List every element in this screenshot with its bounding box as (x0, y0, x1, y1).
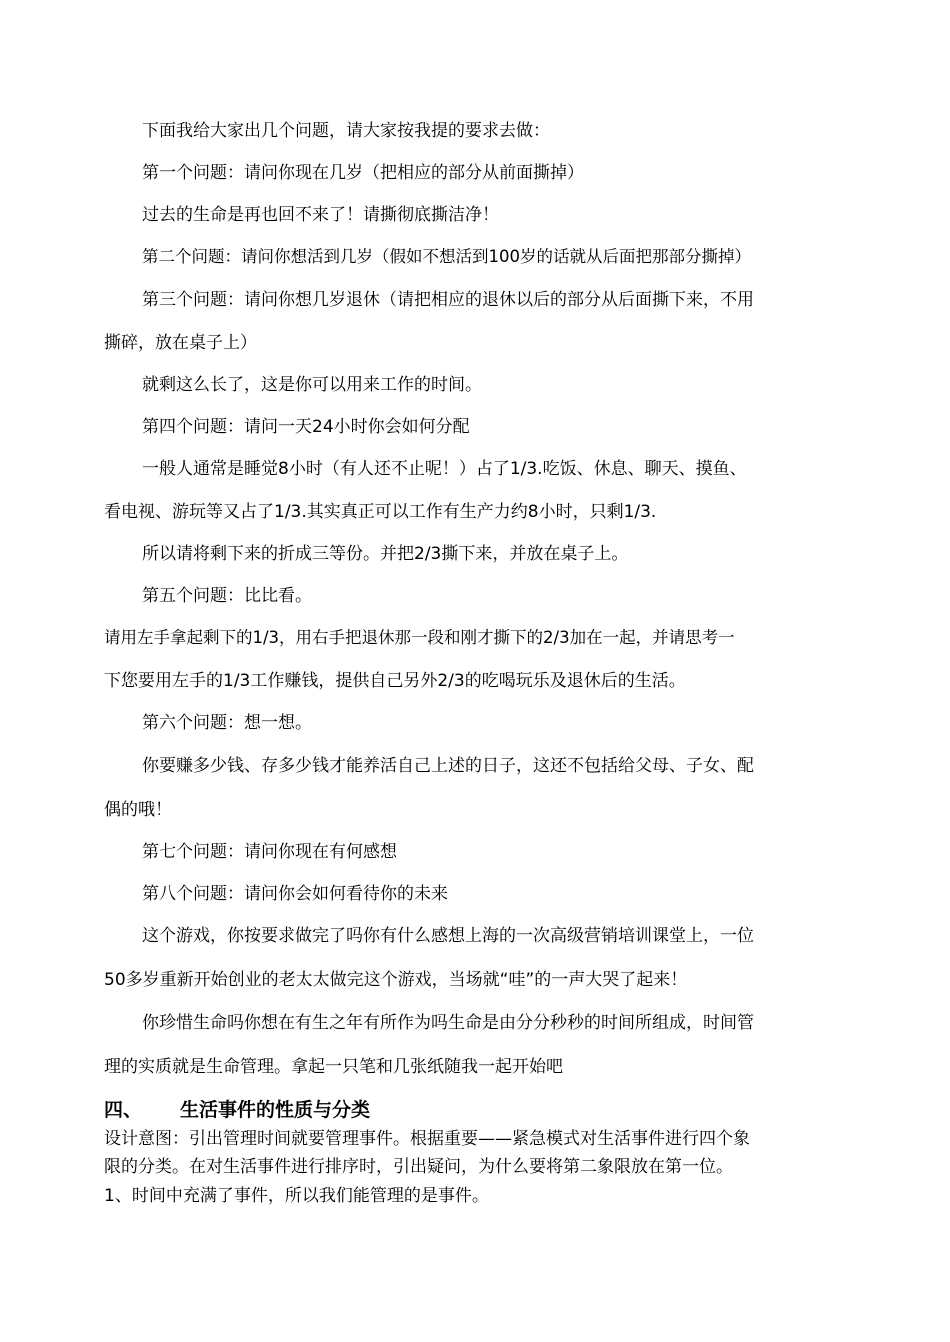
question-3: 第三个问题：请问你想几岁退休（请把相应的退休以后的部分从后面撕下来，不用 (142, 290, 754, 310)
paragraph-line: 偶的哦！ (104, 800, 172, 820)
question-1: 第一个问题：请问你现在几岁（把相应的部分从前面撕掉） (142, 163, 584, 183)
paragraph-line: 一般人通常是睡觉8小时（有人还不止呢！）占了1/3.吃饭、休息、聊天、摸鱼、 (142, 459, 747, 479)
question-2: 第二个问题：请问你想活到几岁（假如不想活到100岁的话就从后面把那部分撕掉） (142, 247, 751, 266)
question-8: 第八个问题：请问你会如何看待你的未来 (142, 884, 448, 904)
paragraph-line: 所以请将剩下来的折成三等份。并把2/3撕下来，并放在桌子上。 (142, 544, 629, 564)
section-title: 生活事件的性质与分类 (180, 1099, 371, 1121)
paragraph-line: 你要赚多少钱、存多少钱才能养活自己上述的日子，这还不包括给父母、子女、配 (142, 756, 754, 776)
question-7: 第七个问题：请问你现在有何感想 (142, 842, 397, 862)
paragraph-line: 过去的生命是再也回不来了！请撕彻底撕洁净！ (142, 205, 499, 225)
section-heading (104, 1098, 850, 1122)
paragraph-line: 你珍惜生命吗你想在有生之年有所作为吗生命是由分分秒秒的时间所组成，时间管 (142, 1013, 754, 1033)
paragraph-line: 理的实质就是生命管理。拿起一只笔和几张纸随我一起开始吧 (104, 1057, 563, 1077)
paragraph-line: 撕碎，放在桌子上） (104, 333, 257, 353)
body-line: 1、时间中充满了事件，所以我们能管理的是事件。 (104, 1186, 489, 1206)
paragraph-line: 这个游戏，你按要求做完了吗你有什么感想上海的一次高级营销培训课堂上，一位 (142, 926, 754, 946)
paragraph-line: 看电视、游玩等又占了1/3.其实真正可以工作有生产力约8小时，只剩1/3. (104, 502, 657, 522)
question-6: 第六个问题：想一想。 (142, 713, 312, 733)
question-5: 第五个问题：比比看。 (142, 586, 312, 606)
paragraph-line: 下面我给大家出几个问题，请大家按我提的要求去做： (142, 121, 550, 141)
body-line: 设计意图：引出管理时间就要管理事件。根据重要——紧急模式对生活事件进行四个象 (104, 1129, 750, 1149)
paragraph-line: 下您要用左手的1/3工作赚钱，提供自己另外2/3的吃喝玩乐及退休后的生活。 (104, 671, 686, 691)
paragraph-line: 50多岁重新开始创业的老太太做完这个游戏，当场就“哇”的一声大哭了起来！ (104, 970, 688, 990)
section-number: 四、 (104, 1099, 143, 1121)
paragraph-line: 请用左手拿起剩下的1/3，用右手把退休那一段和刚才撕下的2/3加在一起，并请思考一 (104, 628, 735, 647)
question-4: 第四个问题：请问一天24小时你会如何分配 (142, 417, 470, 437)
body-line: 限的分类。在对生活事件进行排序时，引出疑问，为什么要将第二象限放在第一位。 (104, 1157, 733, 1177)
paragraph-line: 就剩这么长了，这是你可以用来工作的时间。 (142, 375, 482, 395)
